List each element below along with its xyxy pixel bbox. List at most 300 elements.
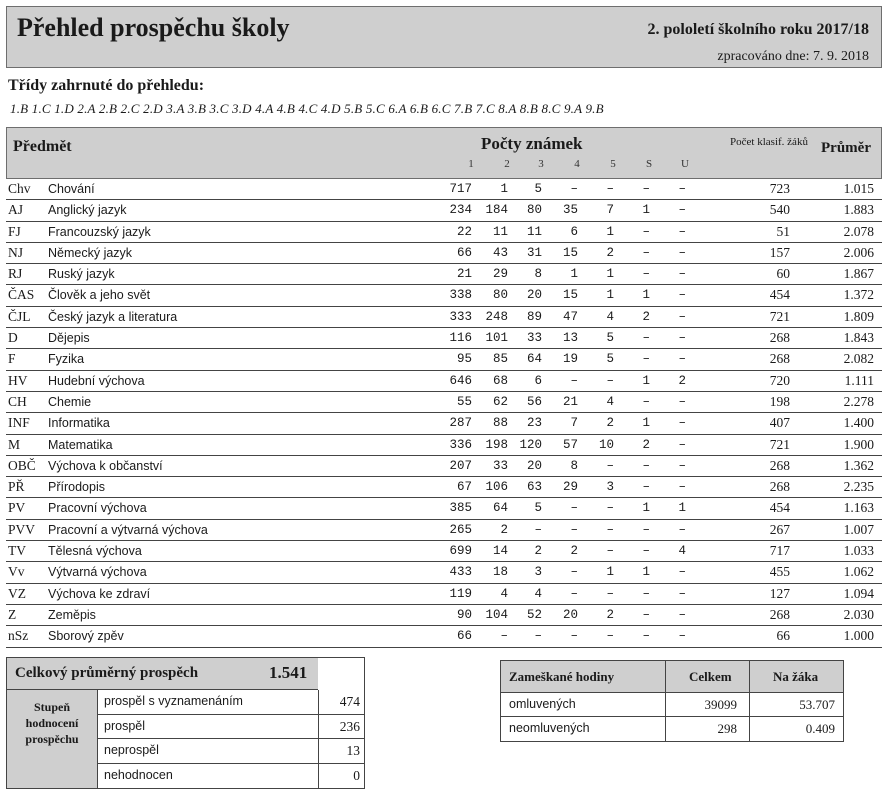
- grade-count-u: –: [678, 458, 686, 473]
- grade-count-1: 287: [449, 416, 472, 431]
- grade-count-4: –: [570, 629, 578, 644]
- grade-count-1: 385: [449, 501, 472, 516]
- grade-count-u: –: [678, 565, 686, 580]
- subject-average: 1.883: [843, 202, 874, 218]
- subject-average: 2.006: [843, 244, 874, 260]
- grade-header-2: 2: [504, 158, 510, 170]
- classified-count: 157: [769, 244, 790, 260]
- grade-header-s: S: [645, 158, 653, 170]
- grade-count-1: 207: [449, 458, 472, 473]
- subject-name: Český jazyk a literatura: [48, 309, 178, 324]
- subject-abbr: PVV: [8, 521, 36, 537]
- grade-count-3: 63: [526, 480, 542, 495]
- counts-column-header: Počty známek: [481, 134, 583, 153]
- grade-count-s: 1: [642, 203, 650, 218]
- grade-count-1: 119: [449, 586, 472, 601]
- subject-abbr: ČJL: [8, 308, 31, 324]
- grade-count-3: 4: [534, 586, 542, 601]
- overall-average-value: 1.541: [269, 663, 308, 682]
- subject-name: Fyzika: [48, 352, 85, 367]
- grade-count-5: –: [606, 501, 614, 516]
- subject-average: 1.062: [843, 564, 874, 580]
- grade-count-5: 1: [606, 288, 614, 303]
- grade-count-5: 1: [606, 224, 614, 239]
- subject-name: Tělesná výchova: [48, 544, 142, 559]
- grade-count-s: –: [642, 224, 650, 239]
- subject-average: 2.030: [843, 606, 874, 622]
- summary-row-value: 474: [339, 694, 360, 709]
- subject-name: Člověk a jeho svět: [48, 288, 151, 303]
- absences-row-total: 298: [717, 721, 737, 736]
- subject-average: 1.007: [843, 521, 874, 537]
- subject-abbr: nSz: [8, 628, 29, 644]
- grade-count-s: –: [642, 522, 650, 537]
- grade-count-u: –: [678, 416, 686, 431]
- subject-abbr: TV: [8, 543, 26, 559]
- grade-count-5: 1: [606, 267, 614, 282]
- grade-count-5: 2: [606, 245, 614, 260]
- grade-count-4: 2: [570, 544, 578, 559]
- grade-count-4: 13: [562, 331, 578, 346]
- grade-count-u: –: [678, 607, 686, 622]
- grade-count-1: 116: [449, 331, 472, 346]
- subject-abbr: VZ: [8, 585, 26, 601]
- grade-count-u: –: [678, 629, 686, 644]
- grade-count-3: 11: [526, 224, 542, 239]
- grade-count-4: 21: [562, 394, 578, 409]
- average-column-header: Průměr: [821, 140, 871, 156]
- grade-count-1: 95: [456, 352, 472, 367]
- grade-count-2: 64: [492, 501, 508, 516]
- table-row: [6, 328, 882, 349]
- classified-count: 455: [769, 564, 790, 580]
- grade-count-s: 1: [642, 565, 650, 580]
- subject-column-header: Předmět: [13, 138, 72, 155]
- grade-count-4: 20: [562, 607, 578, 622]
- grade-header-3: 3: [538, 158, 544, 170]
- summary-row-label: neprospěl: [104, 743, 159, 757]
- grade-count-2: 88: [492, 416, 508, 431]
- subject-name: Hudební výchova: [48, 373, 145, 388]
- table-header: [6, 127, 882, 179]
- subject-average: 2.235: [843, 479, 874, 495]
- subject-abbr: FJ: [8, 223, 21, 239]
- grade-count-5: –: [606, 544, 614, 559]
- subject-average: 1.900: [843, 436, 874, 452]
- classified-count: 454: [769, 287, 790, 303]
- grade-count-5: 5: [606, 352, 614, 367]
- grade-count-4: 7: [570, 416, 578, 431]
- grade-count-5: 10: [598, 437, 614, 452]
- grade-count-3: 80: [526, 203, 542, 218]
- grade-count-3: 2: [534, 544, 542, 559]
- summary-row-label: nehodnocen: [104, 767, 173, 782]
- grade-count-4: –: [570, 501, 578, 516]
- grade-count-5: 1: [606, 565, 614, 580]
- grade-count-2: 80: [492, 288, 508, 303]
- grade-count-u: –: [678, 480, 686, 495]
- absences-header: [501, 661, 843, 693]
- grade-count-3: 8: [534, 267, 542, 282]
- subject-abbr: NJ: [8, 244, 24, 260]
- subject-average: 1.809: [843, 308, 874, 324]
- grade-count-4: 15: [562, 245, 578, 260]
- grade-count-5: 2: [606, 607, 614, 622]
- classified-count: 407: [769, 415, 790, 431]
- absences-total-header: Celkem: [689, 669, 732, 684]
- subject-abbr: HV: [8, 372, 28, 388]
- classified-count: 127: [769, 585, 790, 601]
- grade-count-2: 1: [500, 182, 508, 196]
- absences-row: [501, 693, 843, 717]
- subject-average: 2.078: [843, 223, 874, 239]
- subject-name: Matematika: [48, 437, 113, 452]
- grade-count-4: 29: [562, 480, 578, 495]
- table-row: [6, 264, 882, 285]
- subject-average: 1.000: [843, 628, 874, 644]
- grade-count-4: 47: [562, 309, 578, 324]
- table-row: [6, 456, 882, 477]
- grade-count-3: 33: [526, 331, 542, 346]
- grade-count-5: 4: [606, 309, 614, 324]
- table-row: [6, 541, 882, 562]
- table-row: [6, 285, 882, 306]
- grade-count-u: –: [678, 288, 686, 303]
- classes-list: 1.B 1.C 1.D 2.A 2.B 2.C 2.D 3.A 3.B 3.C 3.D 4.A 4.B 4.C 4.D 5.B 5.C 6.A 6.B 6.C 7.B 7.C 8.A 8.B 8.C 9.A 9.B: [10, 101, 604, 116]
- grade-count-4: 15: [562, 288, 578, 303]
- classified-count: 60: [776, 266, 790, 282]
- subject-average: 1.400: [843, 415, 874, 431]
- grade-count-3: 56: [526, 394, 542, 409]
- subject-name: Výchova ke zdraví: [48, 586, 151, 601]
- table-row: [6, 349, 882, 370]
- grade-count-1: 336: [449, 437, 472, 452]
- summary-divider: [318, 690, 319, 788]
- grade-count-u: –: [678, 245, 686, 260]
- count-column-header: Počet klasif. žáků: [730, 136, 808, 148]
- grade-count-5: –: [606, 182, 614, 196]
- subject-abbr: PV: [8, 500, 26, 516]
- grade-count-1: 21: [456, 267, 472, 282]
- grade-count-5: –: [606, 522, 614, 537]
- classified-count: 721: [769, 308, 790, 324]
- absences-row: [501, 717, 843, 741]
- table-row: [6, 477, 882, 498]
- side-label-line-3: prospěchu: [25, 732, 79, 746]
- grade-count-2: 2: [500, 522, 508, 537]
- subject-abbr: PŘ: [8, 479, 25, 495]
- grade-count-1: 55: [456, 394, 472, 409]
- grade-count-1: 90: [456, 607, 472, 622]
- grade-count-1: 22: [456, 224, 472, 239]
- absences-per-student-header: Na žáka: [773, 669, 819, 684]
- subject-name: Pracovní a výtvarná výchova: [48, 522, 208, 537]
- side-label-line-1: Stupeň: [33, 700, 71, 714]
- grade-count-5: 7: [606, 203, 614, 218]
- table-row: [6, 562, 882, 583]
- absences-divider: [749, 661, 750, 741]
- grade-count-1: 66: [456, 629, 472, 644]
- classified-count: 51: [776, 223, 790, 239]
- absences-row-label: omluvených: [509, 697, 576, 711]
- grade-count-1: 699: [449, 544, 472, 559]
- grade-count-2: 11: [492, 224, 508, 239]
- grade-count-2: 33: [492, 458, 508, 473]
- subject-name: Výchova k občanství: [48, 458, 163, 473]
- grade-count-5: –: [606, 629, 614, 644]
- grade-count-1: 433: [449, 565, 472, 580]
- subject-average: 1.362: [843, 457, 874, 473]
- summary-row-value: 236: [339, 718, 360, 734]
- subject-abbr: F: [8, 351, 16, 367]
- subject-abbr: OBČ: [8, 457, 36, 473]
- absences-row-per-student: 53.707: [799, 697, 835, 712]
- classified-count: 540: [769, 202, 790, 218]
- grade-count-1: 66: [456, 245, 472, 260]
- grade-count-1: 717: [449, 182, 472, 196]
- grade-count-2: 101: [485, 331, 508, 346]
- subject-average: 1.094: [843, 585, 874, 601]
- grade-count-1: 265: [449, 522, 472, 537]
- subject-abbr: M: [8, 436, 21, 452]
- grade-count-u: –: [678, 522, 686, 537]
- grade-count-s: 1: [642, 373, 650, 388]
- subject-average: 2.082: [843, 351, 874, 367]
- grade-count-2: 106: [485, 480, 508, 495]
- overall-average-header: [7, 658, 318, 690]
- summary-row: [98, 739, 364, 764]
- grade-count-3: 20: [526, 458, 542, 473]
- grade-count-u: –: [678, 437, 686, 452]
- grade-count-4: 8: [570, 458, 578, 473]
- subject-average: 1.111: [844, 372, 874, 388]
- summary-row: [98, 690, 364, 715]
- classified-count: 268: [769, 330, 790, 346]
- grade-count-4: 6: [570, 224, 578, 239]
- grade-count-4: 1: [570, 267, 578, 282]
- grade-count-s: 1: [642, 416, 650, 431]
- grade-count-4: 57: [562, 437, 578, 452]
- classified-count: 268: [769, 457, 790, 473]
- grade-count-3: 64: [526, 352, 542, 367]
- grade-count-2: 198: [485, 437, 508, 452]
- grade-count-2: 43: [492, 245, 508, 260]
- subject-table: [6, 179, 882, 648]
- classified-count: 721: [769, 436, 790, 452]
- table-row: [6, 200, 882, 221]
- absences-row-per-student: 0.409: [805, 721, 835, 736]
- grade-count-s: –: [642, 394, 650, 409]
- grade-count-4: 19: [562, 352, 578, 367]
- subject-average: 1.163: [843, 500, 874, 516]
- report-title: Přehled prospěchu školy: [17, 13, 290, 42]
- grade-count-3: 89: [526, 309, 542, 324]
- grade-count-4: –: [570, 373, 578, 388]
- table-row: [6, 435, 882, 456]
- absences-row-label: neomluvených: [509, 721, 590, 735]
- table-row: [6, 626, 882, 647]
- subject-name: Dějepis: [48, 331, 90, 346]
- table-row: [6, 392, 882, 413]
- subject-name: Sborový zpěv: [48, 629, 124, 644]
- absences-divider: [665, 661, 666, 741]
- subject-name: Anglický jazyk: [48, 203, 127, 218]
- grade-count-2: 184: [485, 203, 508, 218]
- grade-count-u: –: [678, 182, 686, 196]
- subject-average: 1.015: [843, 181, 874, 196]
- absences-box: [500, 660, 844, 742]
- subject-name: Německý jazyk: [48, 245, 133, 260]
- classified-count: 723: [769, 181, 790, 196]
- subject-abbr: Chv: [8, 181, 31, 196]
- grade-count-3: 23: [526, 416, 542, 431]
- grade-count-u: 4: [678, 544, 686, 559]
- subject-average: 2.278: [843, 393, 874, 409]
- grade-header-u: U: [681, 158, 689, 170]
- subject-average: 1.372: [843, 287, 874, 303]
- grade-count-3: 3: [534, 565, 542, 580]
- grade-count-1: 333: [449, 309, 472, 324]
- grade-count-1: 338: [449, 288, 472, 303]
- grade-count-3: 20: [526, 288, 542, 303]
- subject-abbr: Vv: [8, 564, 25, 580]
- grade-header-5: 5: [610, 158, 616, 170]
- grade-count-u: 1: [678, 501, 686, 516]
- table-row: [6, 371, 882, 392]
- grade-count-2: 68: [492, 373, 508, 388]
- subject-name: Výtvarná výchova: [48, 565, 147, 580]
- grade-count-4: 35: [562, 203, 578, 218]
- classified-count: 454: [769, 500, 790, 516]
- grade-count-2: 85: [492, 352, 508, 367]
- grade-count-u: 2: [678, 373, 686, 388]
- grade-header-4: 4: [574, 158, 580, 170]
- grade-count-u: –: [678, 309, 686, 324]
- classified-count: 268: [769, 479, 790, 495]
- grade-count-3: 31: [526, 245, 542, 260]
- grade-count-s: 1: [642, 501, 650, 516]
- grade-count-5: –: [606, 373, 614, 388]
- grade-count-u: –: [678, 203, 686, 218]
- grade-count-u: –: [678, 586, 686, 601]
- classified-count: 66: [776, 628, 790, 644]
- grade-count-s: 1: [642, 288, 650, 303]
- summary-row-label: prospěl s vyznamenáním: [104, 694, 243, 708]
- subject-abbr: INF: [8, 415, 30, 431]
- summary-row-value: 13: [346, 743, 360, 758]
- side-label-line-2: hodnocení: [25, 716, 79, 730]
- subject-name: Přírodopis: [48, 480, 105, 495]
- grade-count-s: –: [642, 629, 650, 644]
- grade-count-2: 4: [500, 586, 508, 601]
- grade-count-5: 4: [606, 394, 614, 409]
- table-row: [6, 179, 882, 200]
- table-row: [6, 520, 882, 541]
- grade-count-5: 5: [606, 331, 614, 346]
- grade-count-s: –: [642, 352, 650, 367]
- grade-count-s: 2: [642, 309, 650, 324]
- grade-count-3: –: [534, 522, 542, 537]
- grade-count-4: –: [570, 182, 578, 196]
- grade-count-s: –: [642, 544, 650, 559]
- grade-header-1: 1: [468, 158, 474, 170]
- grade-count-u: –: [678, 352, 686, 367]
- classes-label: Třídy zahrnuté do přehledu:: [8, 77, 205, 94]
- summary-row: [98, 715, 364, 740]
- summary-row: [98, 764, 364, 789]
- table-row: [6, 307, 882, 328]
- grade-count-5: 2: [606, 416, 614, 431]
- classified-count: 268: [769, 351, 790, 367]
- classified-count: 720: [769, 372, 790, 388]
- classified-count: 198: [769, 393, 790, 409]
- grade-count-s: –: [642, 245, 650, 260]
- table-row: [6, 243, 882, 264]
- subject-abbr: ČAS: [8, 287, 35, 303]
- grade-count-2: 104: [485, 607, 508, 622]
- grade-count-3: 5: [534, 182, 542, 196]
- subject-average: 1.033: [843, 543, 874, 559]
- grade-count-s: –: [642, 586, 650, 601]
- grade-count-s: –: [642, 267, 650, 282]
- grade-count-3: 5: [534, 501, 542, 516]
- grade-count-2: 29: [492, 267, 508, 282]
- grade-count-u: –: [678, 331, 686, 346]
- grade-count-2: 18: [492, 565, 508, 580]
- subject-name: Chování: [48, 182, 95, 196]
- subject-average: 1.843: [843, 330, 874, 346]
- grade-count-1: 67: [456, 480, 472, 495]
- classified-count: 268: [769, 606, 790, 622]
- grade-count-5: –: [606, 458, 614, 473]
- overall-average-label: Celkový průměrný prospěch: [15, 665, 199, 681]
- grade-count-s: –: [642, 607, 650, 622]
- subject-abbr: Z: [8, 606, 17, 622]
- grade-count-5: –: [606, 586, 614, 601]
- grade-count-s: –: [642, 458, 650, 473]
- grade-count-2: 248: [485, 309, 508, 324]
- table-row: [6, 584, 882, 605]
- subject-average: 1.867: [843, 266, 874, 282]
- grade-count-4: –: [570, 565, 578, 580]
- table-row: [6, 605, 882, 626]
- subject-name: Chemie: [48, 394, 92, 409]
- subject-name: Zeměpis: [48, 607, 96, 622]
- grade-count-1: 234: [449, 203, 472, 218]
- report-header: [6, 6, 882, 68]
- grade-count-s: –: [642, 331, 650, 346]
- absences-row-total: 39099: [704, 697, 737, 712]
- summary-row-value: 0: [353, 767, 360, 783]
- classified-count: 717: [769, 543, 790, 559]
- grade-count-3: 52: [526, 607, 542, 622]
- table-row: [6, 498, 882, 519]
- grade-level-side-label: [7, 690, 98, 788]
- grade-count-4: –: [570, 522, 578, 537]
- classified-count: 267: [769, 521, 790, 537]
- subject-name: Pracovní výchova: [48, 501, 147, 516]
- grade-count-s: 2: [642, 437, 650, 452]
- grade-count-s: –: [642, 182, 650, 196]
- grade-count-2: –: [500, 629, 508, 644]
- grade-count-5: 3: [606, 480, 614, 495]
- table-row: [6, 222, 882, 243]
- table-row: [6, 413, 882, 434]
- report-period: 2. pololetí školního roku 2017/18: [647, 21, 869, 38]
- grade-count-3: 120: [519, 437, 542, 452]
- absences-header-label: Zameškané hodiny: [509, 669, 615, 684]
- subject-abbr: RJ: [8, 266, 23, 282]
